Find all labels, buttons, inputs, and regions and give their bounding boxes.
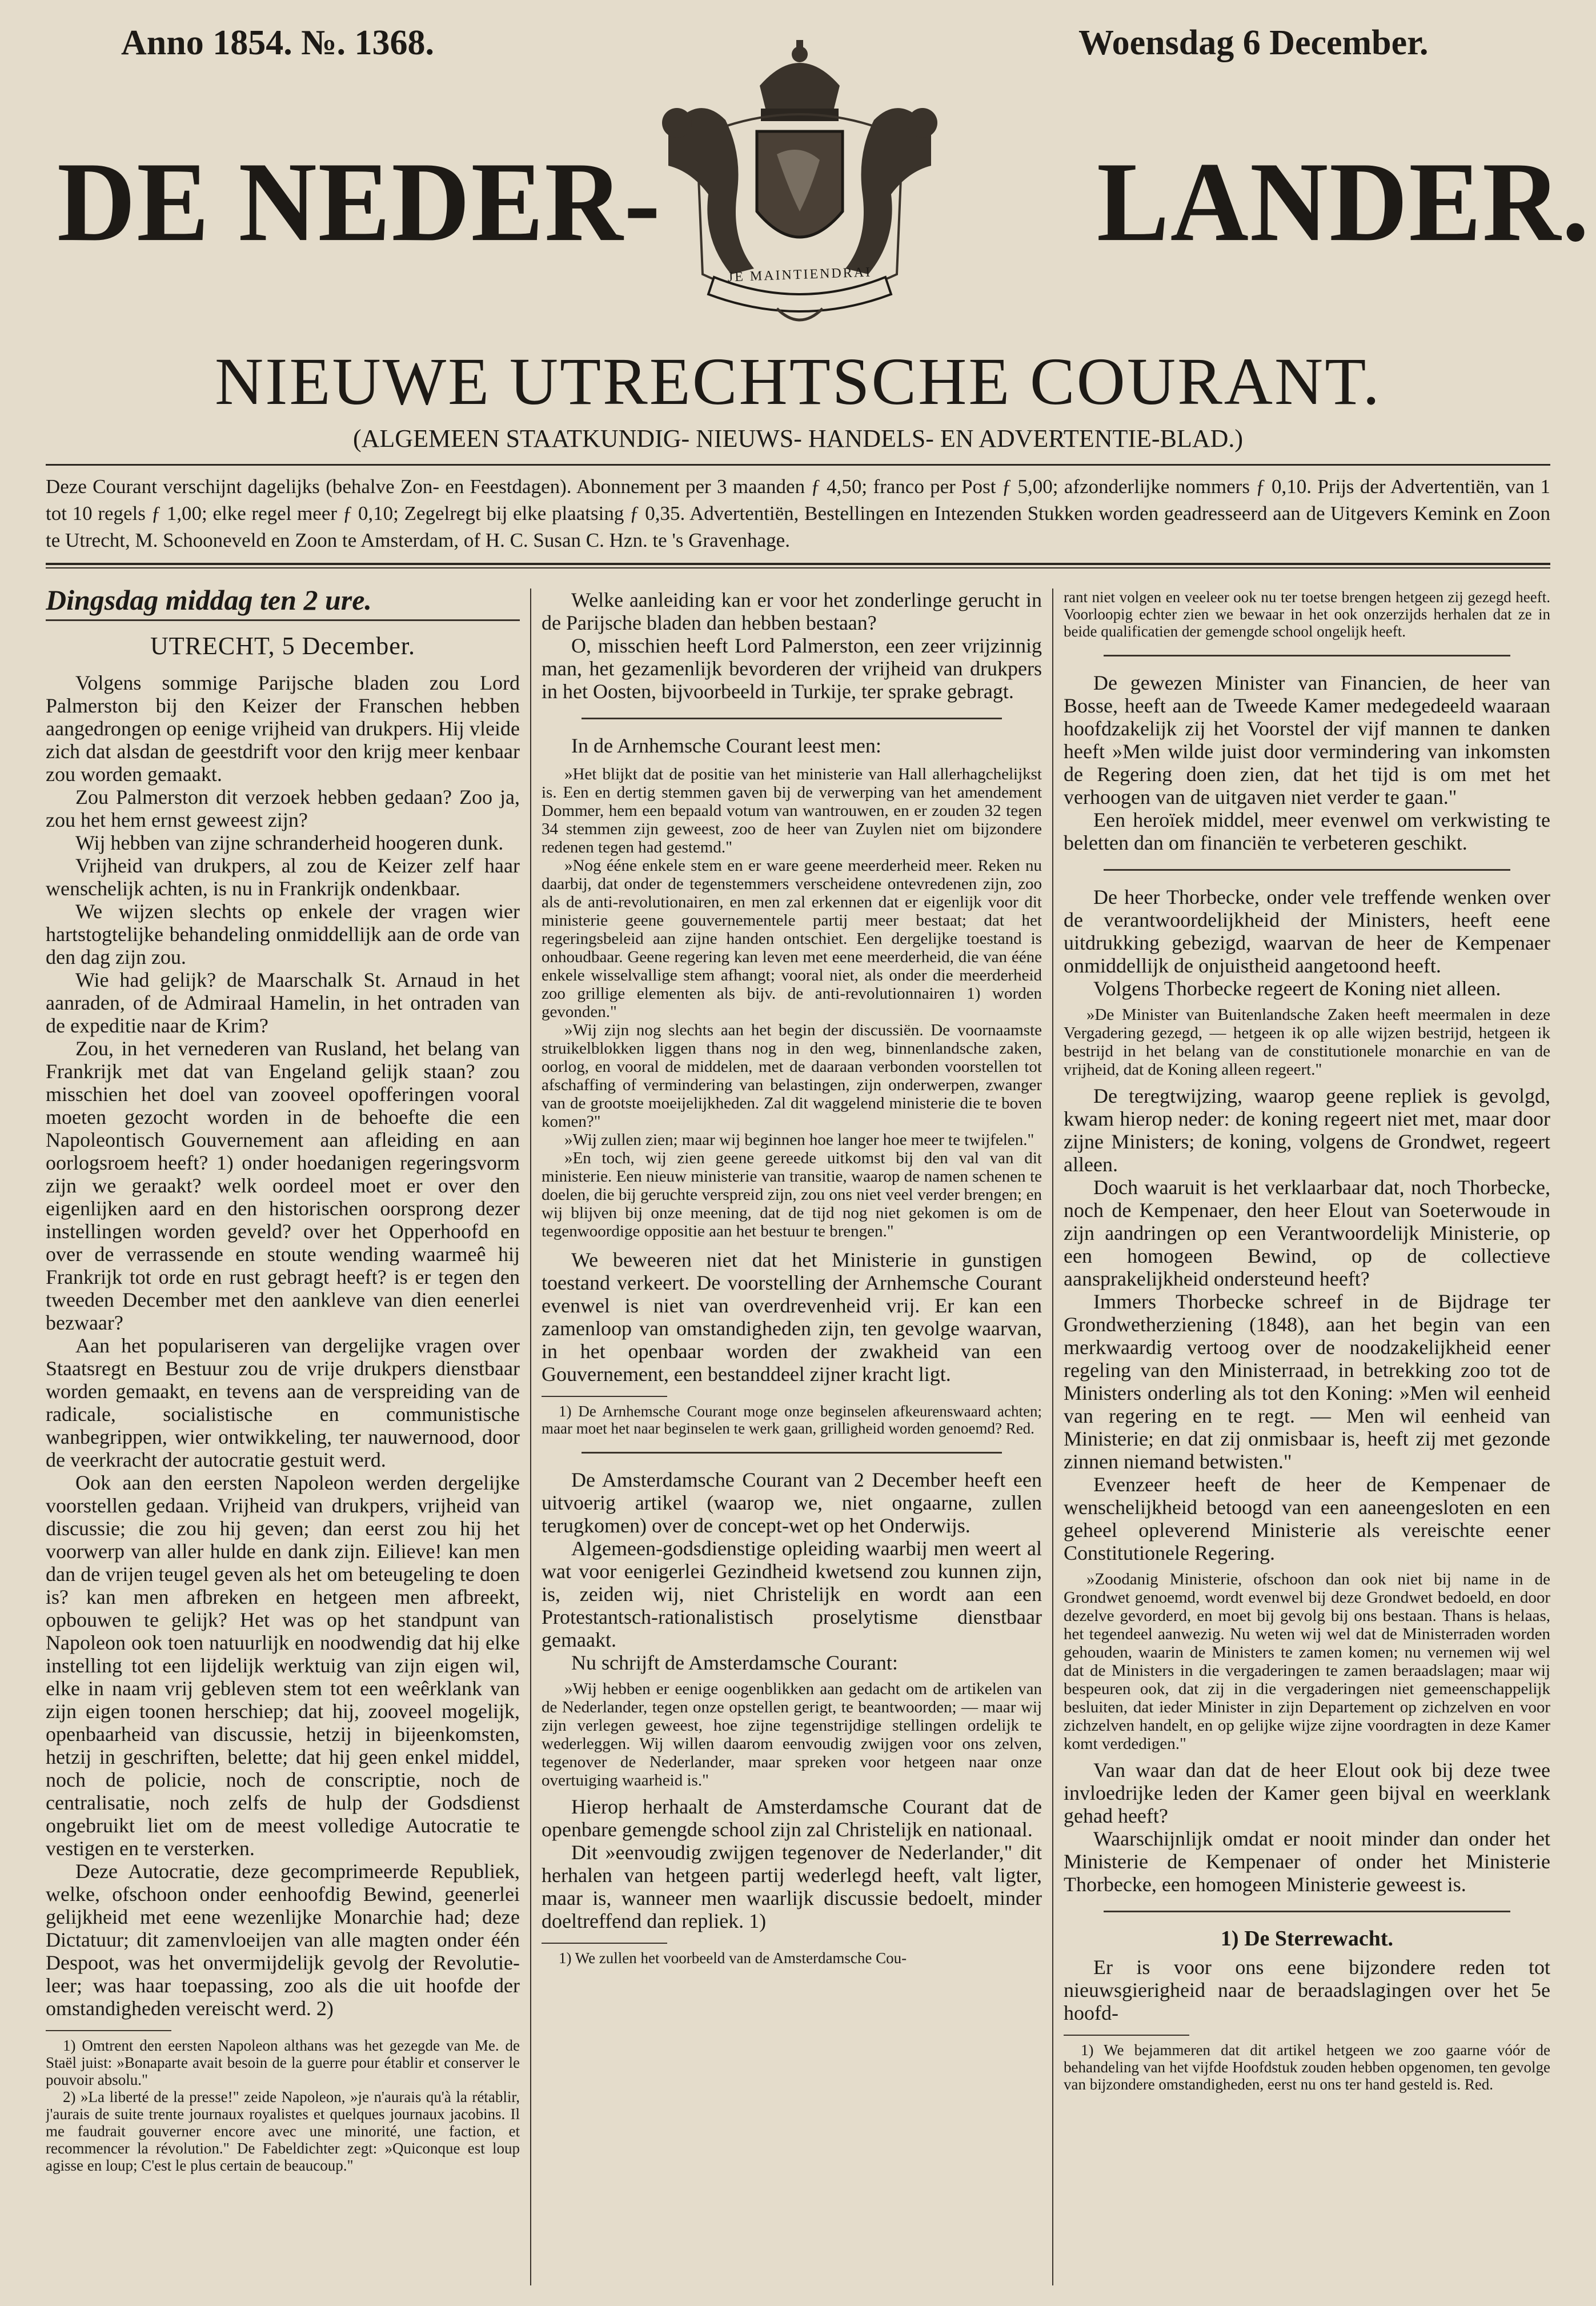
issue-date: Woensdag 6 December. <box>1078 23 1429 62</box>
paragraph: De teregtwijzing, waarop geene repliek is gevolgd, kwam hierop neder: de koning regeert niet met, maar door zijne Ministers; de koning, volgens de Grondwet, regeert alleen. <box>1064 1084 1550 1176</box>
paragraph: Zou, in het vernederen van Rusland, het belang van Frankrijk met dat van Engeland gelijk staan? zou misschien het doel van zooveel opofferingen vooral moeten gezocht worden in de behoefte die een Napoleontisch Gouvernement aan afleiding en aan oorlogsroem heeft? 1) onder hoedanigen regeringsvorm zijn we geraakt? welk oordeel moet er over den eigenlijken aard en den historischen oorsprong dezer instellingen worden geveld? over het Opperhoofd en over de verrassende en stoute wending waarmeê hij Frankrijk tot orde en rust gebragt heeft? is er tegen den tweeden December met den aankleve van dien eenerlei bezwaar? <box>46 1037 520 1334</box>
paragraph: Waarschijnlijk omdat er nooit minder dan onder het Ministerie de Kempenaer of onder het Ministerie Thorbecke, een homogeen Ministerie geweest is. <box>1064 1827 1550 1896</box>
title-left: DE NEDER- <box>57 139 661 266</box>
footnote: 1) We zullen het voorbeeld van de Amsterdamsche Cou- <box>559 1949 907 1967</box>
dateline: UTRECHT, 5 December. <box>150 632 415 660</box>
footnote: 1) We bejammeren dat dit artikel hetgeen we zoo gaarne vóór de behandeling van het vijfde Hoofdstuk zouden hebben opgenomen, ten gevolge van bijzondere omstandigheden, eerst nu ons ter hand gesteld is. Red. <box>1064 2041 1550 2093</box>
quote: »Wij zijn nog slechts aan het begin der discussiën. De voornaamste struikelblokken liggen thans nog in den weg, binnenlandsche zaken, oorlog, en vooral de middelen, met de daaraan verbonden voorstellen tot afschaffing of vermindering van belastingen, zijn onderwerpen, zwanger van de grootste moeijelijkheden. Zal dit waggelend ministerie die te boven komen?" <box>542 1021 1042 1131</box>
paragraph: In de Arnhemsche Courant leest men: <box>571 734 881 757</box>
paragraph: Vrijheid van drukpers, al zou de Keizer zelf haar wenschelijk achten, is nu in Frankrijk ondenkbaar. <box>46 854 520 900</box>
quote: »De Minister van Buitenlandsche Zaken heeft meermalen in deze Vergadering gezegd, — hetgeen ik op alle wijzen bestrijd, hetgeen ik bestrijd in het belang van de constitutionele monarchie en van de vrijheid, dat de Koning alleen regeert." <box>1064 1006 1550 1079</box>
quote: »Zoodanig Ministerie, ofschoon dan ook niet bij name in de Grondwet genoemd, wordt evenwel bij deze Grondwet bedoeld, en door dezelve gevorderd, en moet bij gevolg bij ons bestaan. Thans is helaas, het tegendeel aanwezig. Nu weten wij wel dat de Ministerraden worden gehouden, waarin de Ministers te zamen komen; nu vernemen wij wel dat de Ministers in die vergaderingen te zamen beraadslagen; maar wij bespeuren ook, dat zij in die vergaderingen niet gemeenschappelijk besluiten, dat ieder Minister in zijn Departement op zichzelven en voor zichzelven handelt, en op gelijke wijze zijne voordragten in deze Kamer komt verdedigen." <box>1064 1570 1550 1753</box>
paragraph: Nu schrijft de Amsterdamsche Courant: <box>571 1651 898 1674</box>
rule-notice-bottom-thin <box>46 567 1550 569</box>
paragraph: Hierop herhaalt de Amsterdamsche Courant dat de openbare gemengde school zijn zal Christelijk en nationaal. <box>542 1795 1042 1841</box>
footnote-rule <box>1064 2035 1189 2036</box>
section-header: Dingsdag middag ten 2 ure. <box>46 588 372 616</box>
paragraph: Volgens sommige Parijsche bladen zou Lord Palmerston bij den Keizer der Franschen hebben aangedrongen op eenige vrijheid van drukpers. Hij vleide zich dat alsdan de geestdrift voor den krijg meer kenbaar zou worden gemaakt. <box>46 671 520 786</box>
paragraph: De heer Thorbecke, onder vele treffende wenken over de verantwoordelijkheid der Ministers, heeft eene uitdrukking gebezigd, waarvan de heer de Kempenaer onmiddellijk de onjuistheid aangetoond heeft. <box>1064 886 1550 977</box>
footnote: 1) De Arnhemsche Courant moge onze beginselen afkeurenswaard achten; maar moet het naar beginselen te werk gaan, grilligheid worden genoemd? Red. <box>542 1403 1042 1437</box>
rule-top <box>46 464 1550 466</box>
quote: »Wij hebben er eenige oogenblikken aan gedacht om de artikelen van de Nederlander, tegen onze opstellen gerigt, te beantwoorden; — maar wij zijn verlegen geweest, hoe zijne tegenstrijdige stellingen ordelijk te wederleggen. Wij willen daarom eenvoudig zwijgen voor ons zelven, tegenover de Nederlander, maar spreken voor hetgeen naar onze overtuiging waarheid is." <box>542 1680 1042 1789</box>
subtitle: NIEUWE UTRECHTSCHE COURANT. <box>214 344 1382 419</box>
quote: »Het blijkt dat de positie van het ministerie van Hall allerhagchelijkst is. Een en dertig stemmen gaven bij de verwerping van het amendement Dommer, hem een bepaald votum van wantrouwen, en er zouden 32 tegen 34 stemmen zijn geweest, zoo de heer van Zuylen niet om bijzondere redenen tegen had gestemd." <box>542 765 1042 856</box>
paragraph: De gewezen Minister van Financien, de heer van Bosse, heeft aan de Tweede Kamer medegedeeld waaraan hoofdzakelijk zij het Voorstel der vijf mannen te danken heeft »Men wilde juist door vermindering van inkomsten de Regering doen zien, dat het tijd is om met het verhoogen van de uitgaven niet verder te gaan." <box>1064 671 1550 808</box>
title-right: LANDER. <box>1097 139 1590 266</box>
footnote-continued: rant niet volgen en veeleer ook nu ter toetse brengen hetgeen zij gezegd heeft. Voorloopig echter zien we bewaar in het ook onzerzijds herhalen dat ze in beide qualificatien der gemengde school ongelijk heeft. <box>1064 588 1550 640</box>
paragraph: Algemeen-godsdienstige opleiding waarbij men weert al wat voor eenigerlei Gezindheid kwetsend zou kunnen zijn, is, zeiden wij, niet Christelijk en wordt aan een Protestantsch-rationalistisch proselytisme dienstbaar gemaakt. <box>542 1537 1042 1651</box>
motto-ribbon: JE MAINTIENDRAI <box>727 265 872 285</box>
footnote-rule <box>46 2030 171 2031</box>
divider <box>46 619 520 621</box>
paragraph: Wie had gelijk? de Maarschalk St. Arnaud in het aanraden, of de Admiraal Hamelin, in het ontraden van de expeditie naar de Krim? <box>46 968 520 1037</box>
subsubtitle: (ALGEMEEN STAATKUNDIG- NIEUWS- HANDELS- EN ADVERTENTIE-BLAD.) <box>352 425 1244 453</box>
paragraph: Van waar dan dat de heer Elout ook bij deze twee invloedrijke leden der Kamer geen bijval en weerklank gehad heeft? <box>1064 1759 1550 1827</box>
footnote-rule <box>542 1943 667 1944</box>
divider <box>582 718 1002 719</box>
divider <box>1104 655 1510 656</box>
column-1 <box>46 588 520 2291</box>
column-3 <box>1064 588 1550 2291</box>
paragraph: We beweeren niet dat het Ministerie in gunstigen toestand verkeert. De voorstelling der Arnhemsche Courant evenwel is niet van overdrevenheid vrij. Er kan een zamenloop van omstandigheden zijn, ten gevolge waarvan, in het openbaar worden der zwakheid van een Gouvernement, een bestanddeel zijner kracht ligt. <box>542 1248 1042 1386</box>
paragraph: Zou Palmerston dit verzoek hebben gedaan? Zoo ja, zou het hem ernst geweest zijn? <box>46 786 520 831</box>
paragraph: Doch waaruit is het verklaarbaar dat, noch Thorbecke, noch de Kempenaer, den heer Elout van Soeterwoude in zijn aandringen op een Verantwoordelijk Ministerie, op een homogeen Bewind, op de collectieve aansprakelijkheid ondersteund heeft? <box>1064 1176 1550 1290</box>
paragraph: O, misschien heeft Lord Palmerston, een zeer vrijzinnig man, het gezamenlijk bevorderen der vrijheid van drukpers in het Oosten, bijvoorbeeld in Turkije, ter sprake gebragt. <box>542 634 1042 703</box>
paragraph: Aan het populariseren van dergelijke vragen over Staatsregt en Bestuur zou de vrije drukpers dienstbaar worden gemaakt, en tevens aan de verspreiding van de radicale, socialistische en communistische wanbegrippen, wier ontwikkeling, ter nauwernood, door de veerkracht der autocratie gestuit werd. <box>46 1334 520 1471</box>
column-2 <box>542 588 1042 2291</box>
paragraph: Welke aanleiding kan er voor het zonderlinge gerucht in de Parijsche bladen dan hebben bestaan? <box>542 588 1042 634</box>
paragraph: Een heroïek middel, meer evenwel om verkwisting te beletten dan om financiën te verbeteren geschikt. <box>1064 808 1550 854</box>
paragraph: Immers Thorbecke schreef in de Bijdrage ter Grondwetherziening (1848), aan het begin van een merkwaardig vertoog over de noodzakelijkheid eener regeling van den Ministerraad, in betrekking zoo tot de Ministers onderling als tot den Koning: »Men wil eenheid van regering en te regt. — Men wil eenheid van Ministerie; en dat zij onmisbaar is, heeft zij met gezonde zinnen niemand betwisten." <box>1064 1290 1550 1473</box>
divider <box>582 1452 1002 1454</box>
paragraph: De Amsterdamsche Courant van 2 December heeft een uitvoerig artikel (waarop we, niet ongaarne, zullen terugkomen) over de concept-wet op het Onderwijs. <box>542 1468 1042 1537</box>
paragraph: Er is voor ons eene bijzondere reden tot nieuwsgierigheid naar de beraadslagingen over het 5e hoofd- <box>1064 1956 1550 2024</box>
quote: »Wij zullen zien; maar wij beginnen hoe langer hoe meer te twijfelen." <box>564 1131 1034 1149</box>
section-title: 1) De Sterrewacht. <box>1220 1927 1394 1951</box>
quote: »Nog ééne enkele stem en er ware geene meerderheid meer. Reken nu daarbij, dat onder de tegenstemmers verscheidene ontevredenen zijn, zoo als de anti-revolutionairen, en men zal erkennen dat er eigenlijk voor dit ministerie geene gouvernementele partij meer bestaat; dat het regeringsbeleid aan zijne handen ontschiet. Een dergelijke toestand is onhoudbaar. Geene regering kan leven met eene meerderheid, die van ééne enkele wisselvallige stem afhangt; vooral niet, als onder die meerderheid zoo grillige elementen als bijv. de anti-revolutionnairen 1) worden gevonden." <box>542 856 1042 1021</box>
paragraph: Wij hebben van zijne schranderheid hoogeren dunk. <box>75 831 504 854</box>
paragraph: Ook aan den eersten Napoleon werden dergelijke voorstellen gedaan. Vrijheid van drukpers, vrijheid van discussie; die zou hij geven; dan eerst zou hij het voorwerp van aller hulde en dank zijn. Eilieve! kan men dan de vrijen teugel geven als het om beteugeling te doen is? kan men afbreken en hetgeen men afbreekt, opbouwen te gelijk? Het was op het standpunt van Napoleon ook toen natuurlijk en noodwendig dat hij elke instelling tot een lijdelijk werktuig van zijn eigen wil, elke in naam vrij gebleven stem tot een weêrklank van zijn eigen toonen herschiep; dat hij, zooveel mogelijk, openbaarheid van discussie, hetzij in bijeenkomsten, hetzij in geschriften, belette; dat hij geen enkel middel, noch de policie, noch de conscriptie, noch de centralisatie, noch zelfs de hulp der Godsdienst ongebruikt liet om de meest volledige Autocratie te vestigen en te versterken. <box>46 1471 520 1860</box>
divider <box>1104 869 1510 871</box>
column-divider <box>1052 588 1053 2285</box>
divider <box>1104 1911 1510 1912</box>
column-divider <box>530 588 531 2285</box>
issue-number: Anno 1854. №. 1368. <box>121 23 435 62</box>
quote: »En toch, wij zien geene gereede uitkomst bij den val van dit ministerie. Een nieuw ministerie van transitie, waarop de namen schenen te doelen, die bij geruchte verspreid zijn, zou ons niet veel verder brengen; en wij blijven bij onze meening, dat de tijd nog niet gekomen is om de tegenwoordige oppositie aan het bestuur te brengen." <box>542 1149 1042 1240</box>
footnote-rule <box>542 1396 667 1397</box>
paragraph: We wijzen slechts op enkele der vragen wier hartstogtelijke behandeling onmiddellijk aan de orde van den dag zijn zou. <box>46 900 520 968</box>
paragraph: Deze Autocratie, deze gecomprimeerde Republiek, welke, ofschoon onder eenhoofdig Bewind, geenerlei gelijkheid met eene wezenlijke Monarchie had; deze Dictatuur; dit zamenvloeijen van alle magten onder één Despoot, was het onvermijdelijk gevolg der Revolutie-leer; was haar toepassing, zoo als die uit hoofde der omstandigheden vereischt werd. 2) <box>46 1860 520 2020</box>
subscription-notice: Deze Courant verschijnt dagelijks (behalve Zon- en Feestdagen). Abonnement per 3 maanden ƒ 4,50; franco per Post ƒ 5,00; afzonderlijke nommers ƒ 0,10. Prijs der Advertentiën, van 1 tot 10 regels ƒ 1,00; elke regel meer ƒ 0,10; Zegelregt bij elke plaatsing ƒ 0,35. Advertentiën, Bestellingen en Intezenden Stukken worden geadresseerd aan de Uitgevers Kemink en Zoon te Utrecht, M. Schooneveld en Zoon te Amsterdam, of H. C. Susan C. Hzn. te 's Gravenhage. <box>46 475 1550 551</box>
paragraph: Dit »eenvoudig zwijgen tegenover de Nederlander," dit herhalen van hetgeen partij wederlegd heeft, valt ligter, maar is, wanneer men waarlijk discussie bedoelt, minder doeltreffend dan repliek. 1) <box>542 1841 1042 1932</box>
paragraph: Volgens Thorbecke regeert de Koning niet alleen. <box>1093 977 1501 1000</box>
footnote: 1) Omtrent den eersten Napoleon althans was het gezegde van Me. de Staël juist: »Bonaparte avait besoin de la guerre pour établir et conserver le pouvoir absolu." <box>46 2037 520 2088</box>
footnote: 2) »La liberté de la presse!" zeide Napoleon, »je n'aurais qu'à la rétablir, j'aurais de suite trente journaux royalistes et quelques journaux jacobins. Il me faudrait gouverner encore avec une minorité, une faction, et recommencer la révolution." De Fabeldichter zegt: »Quiconque est loup agisse en loup; C'est le plus certain de beaucoup." <box>46 2088 520 2174</box>
paragraph: Evenzeer heeft de heer de Kempenaer de wenschelijkheid betoogd van een aaneengesloten en een geheel opleverend Ministerie als vereischte eener Constitutionele Regering. <box>1064 1473 1550 1564</box>
coat-of-arms-icon <box>628 23 971 331</box>
rule-notice-bottom <box>46 563 1550 565</box>
